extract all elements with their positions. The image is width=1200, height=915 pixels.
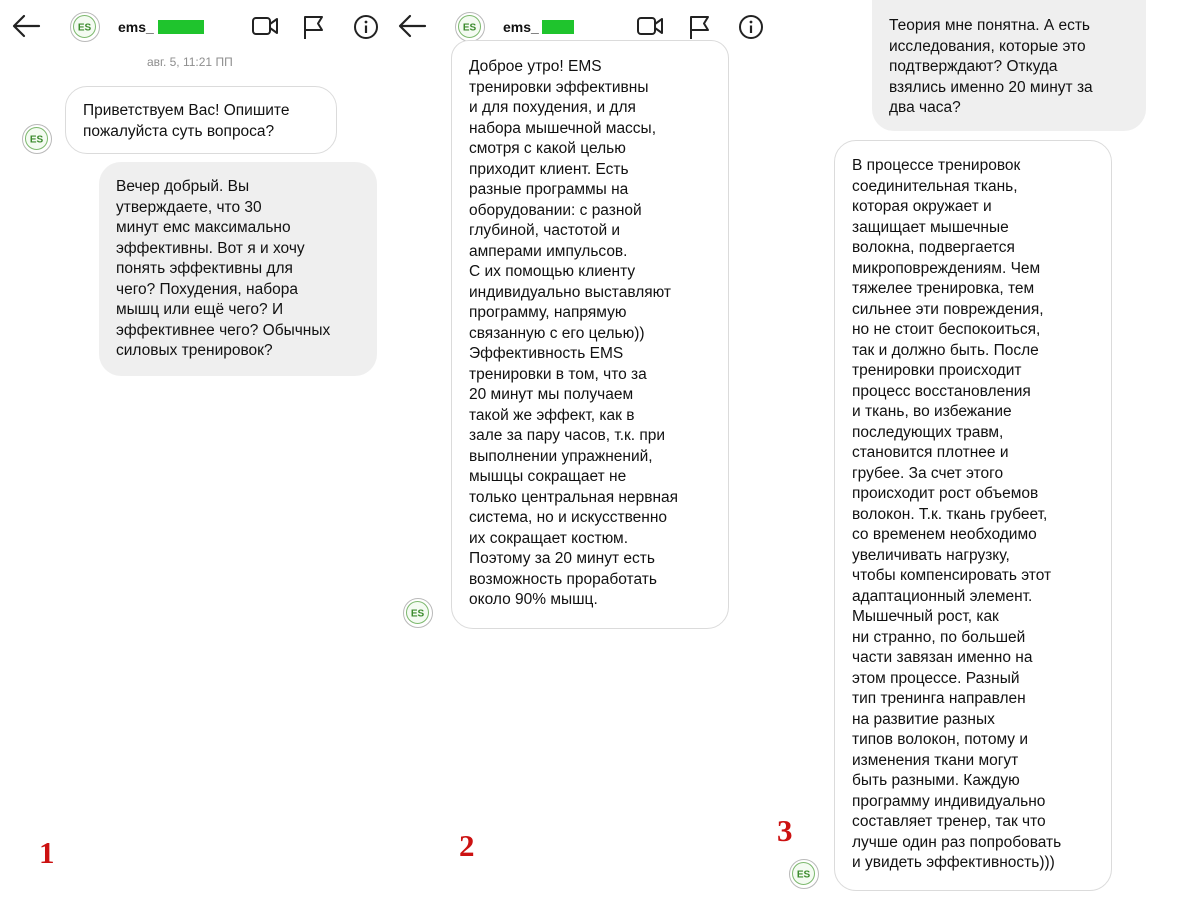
svg-text:ES: ES [462,22,477,34]
svg-text:ES: ES [29,134,44,146]
chat-panel-3 [770,0,1200,915]
chat-panel-1 [0,0,385,915]
sender-avatar [789,859,819,889]
username[interactable]: ems_ [118,19,154,35]
ems-logo-icon [71,13,98,40]
info-icon[interactable] [738,14,764,40]
incoming-message-reply: Доброе утро! EMS тренировки эффективны и для похудения, и для набора мышечной массы, смотря с какой целью приходит клиент. Есть разные программы на оборудовании: с разной глубиной, частотой и амперами импульсов. С их помощью клиенту индивидуально выставляют программу, напрямую связанную с его целью)) Эффективность EMS тренировки в том, что за 20 минут мы получаем такой же эффект, как в зале за пару часов, т.к. при выполнении упражнений, мышцы сокращает не только центральная нервная система, но и искусственно их сокращает костюм. Поэтому за 20 минут есть возможность проработать около 90% мышц. [451,40,729,629]
ems-logo-icon [456,13,483,40]
username-redaction [158,20,204,34]
incoming-message-reply: В процессе тренировок соединительная ткань, которая окружает и защищает мышечные волокна, подвергается микроповреждениям. Чем тяжелее тренировка, тем сильнее эти повреждения, но не стоит беспокоиться, так и должно быть. После тренировки происходит процесс восстановления и ткань, во избежание последующих травм, становится плотнее и грубее. За счет этого происходит рост объемов волокон. Т.к. ткань грубеет, со временем необходимо увеличивать нагрузку, чтобы компенсировать этот адаптационный элемент. Мышечный рост, как ни странно, по большей части завязан именно на этом процессе. Разный тип тренинга направлен на развитие разных типов волокон, потому и изменения ткани могут быть разными. Каждую программу индивидуально составляет тренер, так что лучше один раз попробовать и увидеть эффективность))) [834,140,1112,891]
ems-logo-icon [404,599,431,626]
chat-panel-2 [385,0,770,915]
svg-text:ES: ES [410,608,425,620]
video-camera-icon[interactable] [251,14,279,38]
ems-logo-icon [790,860,817,887]
incoming-message-greeting: Приветствуем Вас! Опишите пожалуйста суть вопроса? [65,86,337,154]
ems-logo-icon [23,125,50,152]
panel-label-1: 1 [39,835,55,870]
svg-text:ES: ES [796,869,811,881]
flag-icon[interactable] [687,14,713,40]
sender-avatar [403,598,433,628]
panel-label-3: 3 [777,813,793,848]
chat-header [0,0,385,52]
video-camera-icon[interactable] [636,14,664,38]
panel-label-2: 2 [459,828,475,863]
username-redaction [542,20,574,34]
outgoing-message-question: Теория мне понятна. А есть исследования, которые это подтверждают? Откуда взялись именно 20 минут за два часа? [872,0,1146,131]
avatar[interactable] [455,12,485,42]
message-timestamp: авг. 5, 11:21 ПП [147,55,233,69]
username[interactable]: ems_ [503,19,539,35]
outgoing-message-question: Вечер добрый. Вы утверждаете, что 30 минут емс максимально эффективны. Вот я и хочу понять эффективны для чего? Похудения, набора мышц или ещё чего? И эффективнее чего? Обычных силовых тренировок? [99,162,377,376]
info-icon[interactable] [353,14,379,40]
sender-avatar [22,124,52,154]
back-arrow-icon[interactable] [11,12,41,40]
svg-text:ES: ES [77,22,92,34]
avatar[interactable] [70,12,100,42]
back-arrow-icon[interactable] [397,12,427,40]
flag-icon[interactable] [301,14,327,40]
